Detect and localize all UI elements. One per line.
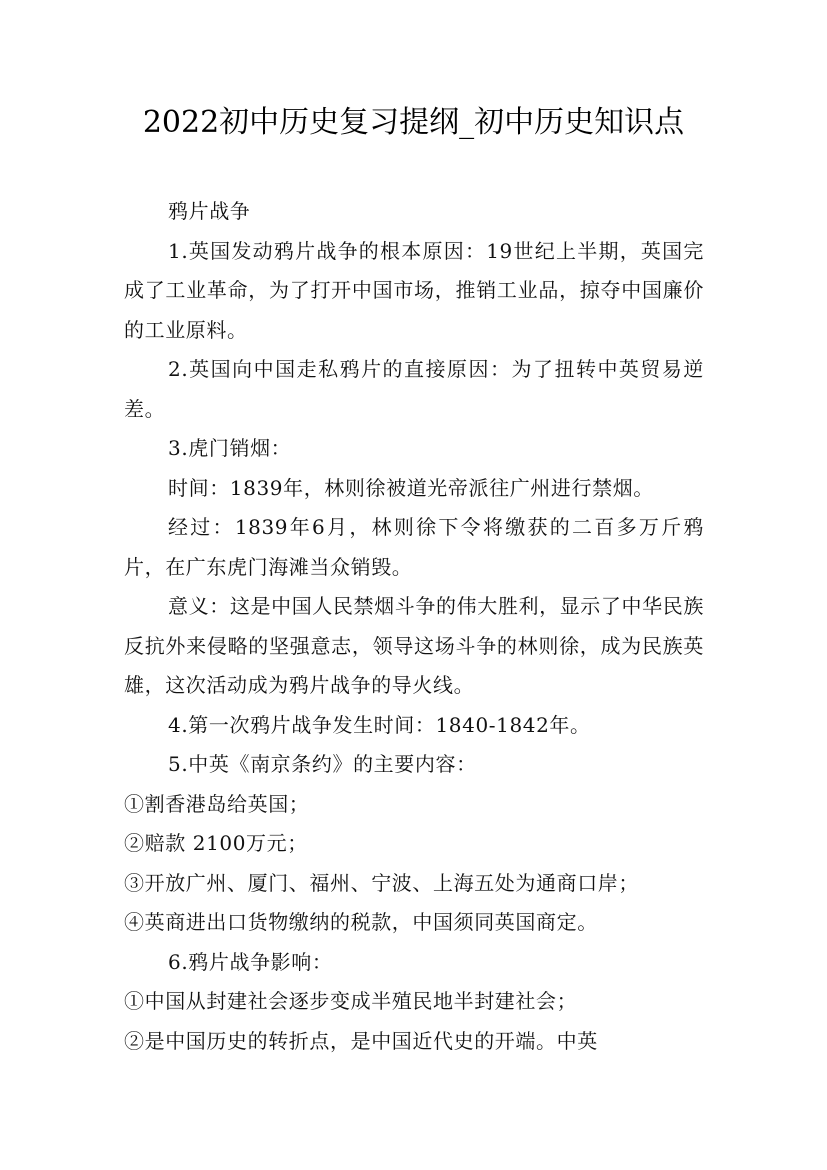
paragraph: 4.第一次鸦片战争发生时间：1840-1842年。 [168, 712, 591, 737]
paragraph: 经过：1839年6月，林则徐下令将缴获的二百多万斤鸦片，在广东虎门海滩当众销毁。 [124, 515, 704, 579]
document-title: 2022初中历史复习提纲_初中历史知识点 [142, 105, 685, 140]
paragraph: 2.英国向中国走私鸦片的直接原因：为了扭转中英贸易逆差。 [124, 357, 704, 421]
section-heading: 鸦片战争 [168, 199, 251, 223]
list-item: ③开放广州、厦门、福州、宁波、上海五处为通商口岸； [124, 870, 639, 895]
paragraph: 意义：这是中国人民禁烟斗争的伟大胜利，显示了中华民族反抗外来侵略的坚强意志，领导这场斗争的林则徐，成为民族英雄，这次活动成为鸦片战争的导火线。 [124, 594, 704, 697]
paragraph: 3.虎门销烟： [168, 436, 292, 460]
paragraph: 时间：1839年，林则徐被道光帝派往广州进行禁烟。 [168, 475, 654, 500]
list-item: ②赔款 2100万元； [124, 831, 308, 855]
paragraph: 1.英国发动鸦片战争的根本原因：19世纪上半期，英国完成了工业革命，为了打开中国市场，推销工业品，掠夺中国廉价的工业原料。 [124, 238, 704, 342]
document-body [124, 192, 704, 1061]
list-item: ①割香港岛给英国； [124, 791, 310, 816]
list-item: ④英商进出口货物缴纳的税款，中国须同英国商定。 [124, 910, 598, 934]
paragraph: 6.鸦片战争影响： [168, 949, 333, 974]
list-item: ②是中国历史的转折点，是中国近代史的开端。中英 [124, 1028, 598, 1053]
paragraph: 5.中英《南京条约》的主要内容： [168, 752, 477, 776]
list-item: ①中国从封建社会逐步变成半殖民地半封建社会； [124, 989, 578, 1013]
